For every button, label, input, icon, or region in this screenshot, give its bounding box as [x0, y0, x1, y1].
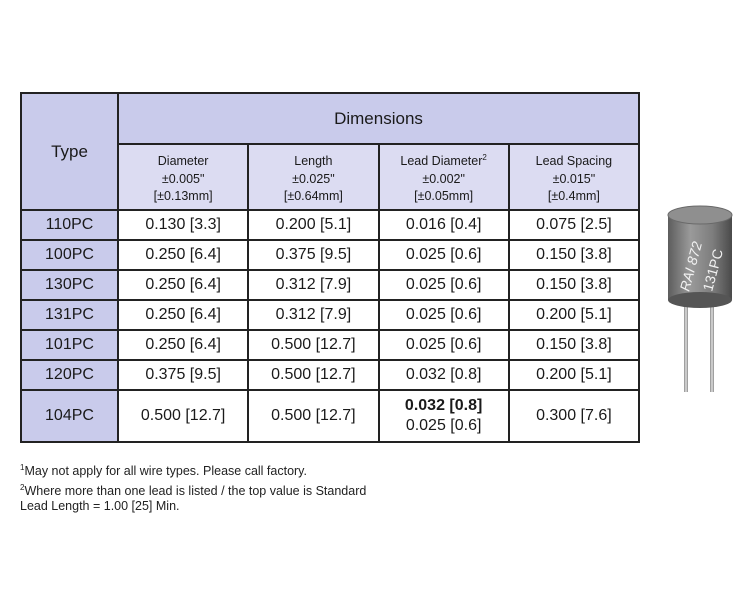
- lead-spacing-cell: 0.150 [3.8]: [509, 240, 639, 270]
- type-cell: 120PC: [21, 360, 118, 390]
- type-cell: 131PC: [21, 300, 118, 330]
- diameter-cell: 0.250 [6.4]: [118, 270, 248, 300]
- diameter-cell: 0.250 [6.4]: [118, 300, 248, 330]
- lead-spacing-cell: 0.075 [2.5]: [509, 210, 639, 240]
- table-row: [21, 240, 639, 270]
- footnotes: [20, 460, 366, 515]
- footnote-1: $^1$May not apply for all wire types. Please call factory.: [20, 463, 307, 479]
- lead-diameter-alternate: 0.025 [0.6]: [405, 417, 482, 434]
- lead-spacing-cell: 0.200 [5.1]: [509, 360, 639, 390]
- diameter-cell: 0.375 [9.5]: [118, 360, 248, 390]
- lead-left: [684, 300, 688, 392]
- component-illustration: [660, 200, 740, 400]
- table-row: [21, 390, 639, 442]
- table-row: [21, 210, 639, 240]
- length-cell: 0.312 [7.9]: [248, 270, 378, 300]
- lead-diameter-cell: [379, 390, 509, 442]
- type-cell: 130PC: [21, 270, 118, 300]
- lead-diameter-cell: 0.025 [0.6]: [379, 330, 509, 360]
- length-cell: 0.375 [9.5]: [248, 240, 378, 270]
- lead-diameter-cell: 0.032 [0.8]: [379, 360, 509, 390]
- length-cell: 0.500 [12.7]: [248, 390, 378, 442]
- length-cell: 0.312 [7.9]: [248, 300, 378, 330]
- component-top: [668, 206, 732, 224]
- diameter-cell: 0.250 [6.4]: [118, 330, 248, 360]
- type-header: Type: [21, 93, 118, 210]
- length-cell: 0.200 [5.1]: [248, 210, 378, 240]
- type-cell: 110PC: [21, 210, 118, 240]
- lead-diameter-cell: 0.025 [0.6]: [379, 240, 509, 270]
- length-cell: 0.500 [12.7]: [248, 360, 378, 390]
- lead-right: [710, 300, 714, 392]
- column-header-lead-spacing: Lead Spacing ±0.015" [±0.4mm]: [509, 144, 639, 210]
- table-row: [21, 330, 639, 360]
- column-header-length: Length ±0.025" [±0.64mm]: [248, 144, 378, 210]
- footnote-2: $^2$Where more than one lead is listed / the top value is Standard: [20, 482, 367, 498]
- diameter-cell: 0.130 [3.3]: [118, 210, 248, 240]
- lead-diameter-cell: 0.016 [0.4]: [379, 210, 509, 240]
- lead-diameter-standard: 0.032 [0.8]: [404, 397, 483, 414]
- column-header-diameter: Diameter ±0.005" [±0.13mm]: [118, 144, 248, 210]
- lead-spacing-cell: 0.150 [3.8]: [509, 270, 639, 300]
- lead-diameter-cell: 0.025 [0.6]: [379, 300, 509, 330]
- lead-spacing-cell: 0.200 [5.1]: [509, 300, 639, 330]
- diameter-cell: 0.250 [6.4]: [118, 240, 248, 270]
- marking-line-1: RAI 872: [676, 239, 705, 293]
- marking-line-2: 131PC: [699, 247, 726, 293]
- table-row: [21, 360, 639, 390]
- dimensions-table: [20, 92, 640, 443]
- dimensions-header: Dimensions: [118, 93, 639, 144]
- diameter-cell: 0.500 [12.7]: [118, 390, 248, 442]
- table-row: [21, 270, 639, 300]
- lead-spacing-cell: 0.300 [7.6]: [509, 390, 639, 442]
- column-header-lead-diameter: Lead Diameter$^2$ ±0.002" [±0.05mm]: [379, 144, 509, 210]
- lead-length-note: Lead Length = 1.00 [25] Min.: [20, 499, 180, 514]
- type-cell: 100PC: [21, 240, 118, 270]
- table-row: [21, 300, 639, 330]
- type-cell: 101PC: [21, 330, 118, 360]
- lead-spacing-cell: 0.150 [3.8]: [509, 330, 639, 360]
- length-cell: 0.500 [12.7]: [248, 330, 378, 360]
- component-bottom: [668, 292, 732, 308]
- lead-diameter-cell: 0.025 [0.6]: [379, 270, 509, 300]
- type-cell: 104PC: [21, 390, 118, 442]
